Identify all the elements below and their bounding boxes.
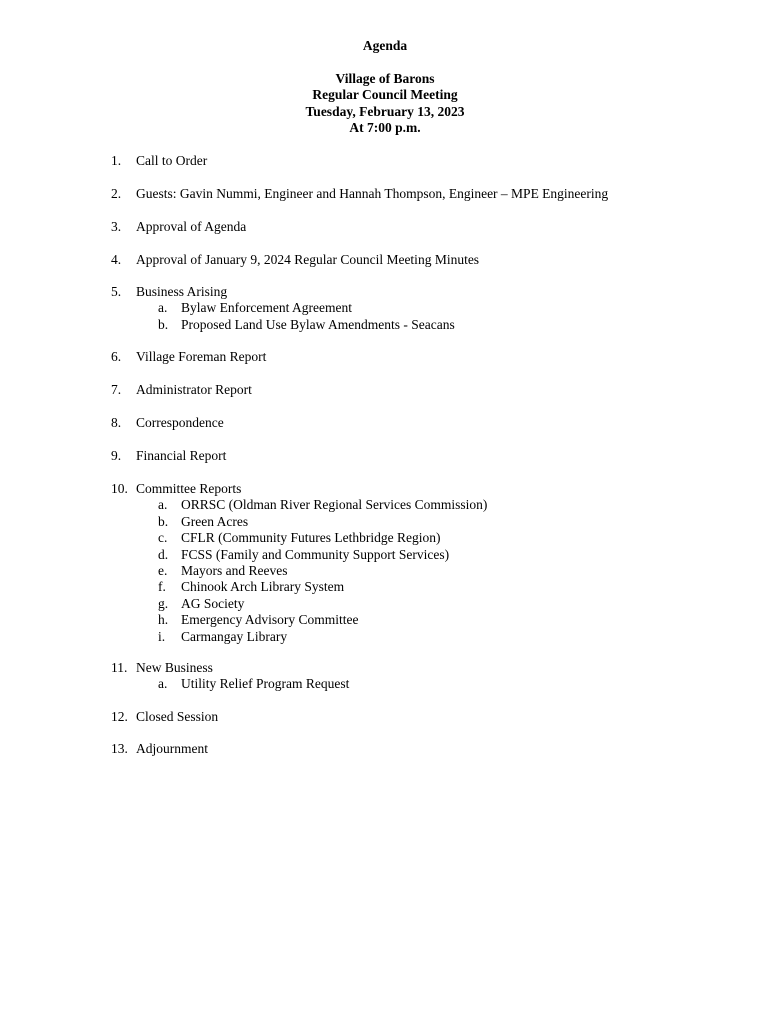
item-number: 3. [111, 219, 122, 234]
subitem-list [0, 676, 770, 692]
item-text: Adjournment [136, 741, 208, 756]
document-title: Agenda [362, 38, 408, 53]
agenda-heading [0, 38, 770, 54]
item-text: Call to Order [136, 153, 208, 168]
item-number: 1. [111, 153, 122, 168]
subitem-letter: e. [158, 562, 168, 578]
subitem [0, 612, 770, 628]
subitem-text: ORRSC (Oldman River Regional Services Commission) [181, 497, 488, 513]
meeting-time: At 7:00 p.m. [349, 120, 421, 136]
subitem-letter: c. [158, 530, 168, 546]
subitem-letter: g. [158, 595, 169, 611]
subitem-letter: i. [158, 628, 166, 644]
subitem-text: FCSS (Family and Community Support Services) [181, 546, 450, 562]
item-text: Administrator Report [136, 382, 252, 397]
subitem [0, 547, 770, 563]
subitem-text: AG Society [181, 595, 245, 611]
item-number: 13. [111, 741, 128, 756]
item-text: Financial Report [136, 448, 227, 463]
subitem [0, 317, 770, 333]
item-number: 5. [111, 284, 122, 299]
subitem [0, 300, 770, 316]
subitem [0, 676, 770, 692]
item-text: New Business [136, 660, 213, 675]
subitem-text: Bylaw Enforcement Agreement [181, 300, 352, 316]
item-number: 7. [111, 382, 122, 397]
subitem-text: Proposed Land Use Bylaw Amendments - Seacans [181, 316, 455, 332]
item-text: Approval of January 9, 2024 Regular Council Meeting Minutes [136, 252, 480, 267]
item-number: 4. [111, 252, 122, 267]
item-number: 10. [111, 481, 128, 496]
subitem-list [0, 497, 770, 645]
subitem-letter: a. [158, 497, 168, 513]
item-text: Guests: Gavin Nummi, Engineer and Hannah Thompson, Engineer – MPE Engineering [136, 186, 609, 201]
organization-name: Village of Barons [335, 71, 435, 86]
subitem-letter: b. [158, 513, 169, 529]
subitem-letter: h. [158, 612, 169, 628]
item-text: Approval of Agenda [136, 219, 247, 234]
item-number: 9. [111, 448, 122, 463]
item-number: 2. [111, 186, 122, 201]
subitem-text: CFLR (Community Futures Lethbridge Region) [181, 530, 441, 546]
subitem-text: Emergency Advisory Committee [181, 612, 359, 628]
meeting-info [0, 71, 770, 137]
item-text: Correspondence [136, 415, 224, 430]
subitem-letter: f. [158, 579, 166, 595]
subitem [0, 563, 770, 579]
item-number: 11. [111, 660, 128, 675]
subitem-list [0, 300, 770, 333]
subitem [0, 579, 770, 595]
subitem-letter: b. [158, 316, 169, 332]
subitem-text: Carmangay Library [181, 628, 288, 644]
item-text: Committee Reports [136, 481, 242, 496]
meeting-type: Regular Council Meeting [312, 87, 458, 103]
subitem-text: Utility Relief Program Request [181, 676, 350, 692]
subitem [0, 629, 770, 645]
item-text: Closed Session [136, 709, 219, 724]
subitem-letter: a. [158, 300, 168, 316]
subitem-text: Mayors and Reeves [181, 562, 288, 578]
item-number: 6. [111, 349, 122, 364]
subitem [0, 530, 770, 546]
item-number: 8. [111, 415, 122, 430]
subitem [0, 514, 770, 530]
subitem-text: Chinook Arch Library System [181, 579, 345, 595]
item-text: Business Arising [136, 284, 228, 299]
item-number: 12. [111, 709, 128, 724]
meeting-date: Tuesday, February 13, 2023 [305, 103, 465, 119]
subitem [0, 596, 770, 612]
subitem-text: Green Acres [181, 513, 249, 529]
subitem [0, 497, 770, 513]
item-text: Village Foreman Report [136, 349, 267, 364]
subitem-letter: a. [158, 676, 168, 692]
subitem-letter: d. [158, 546, 169, 562]
